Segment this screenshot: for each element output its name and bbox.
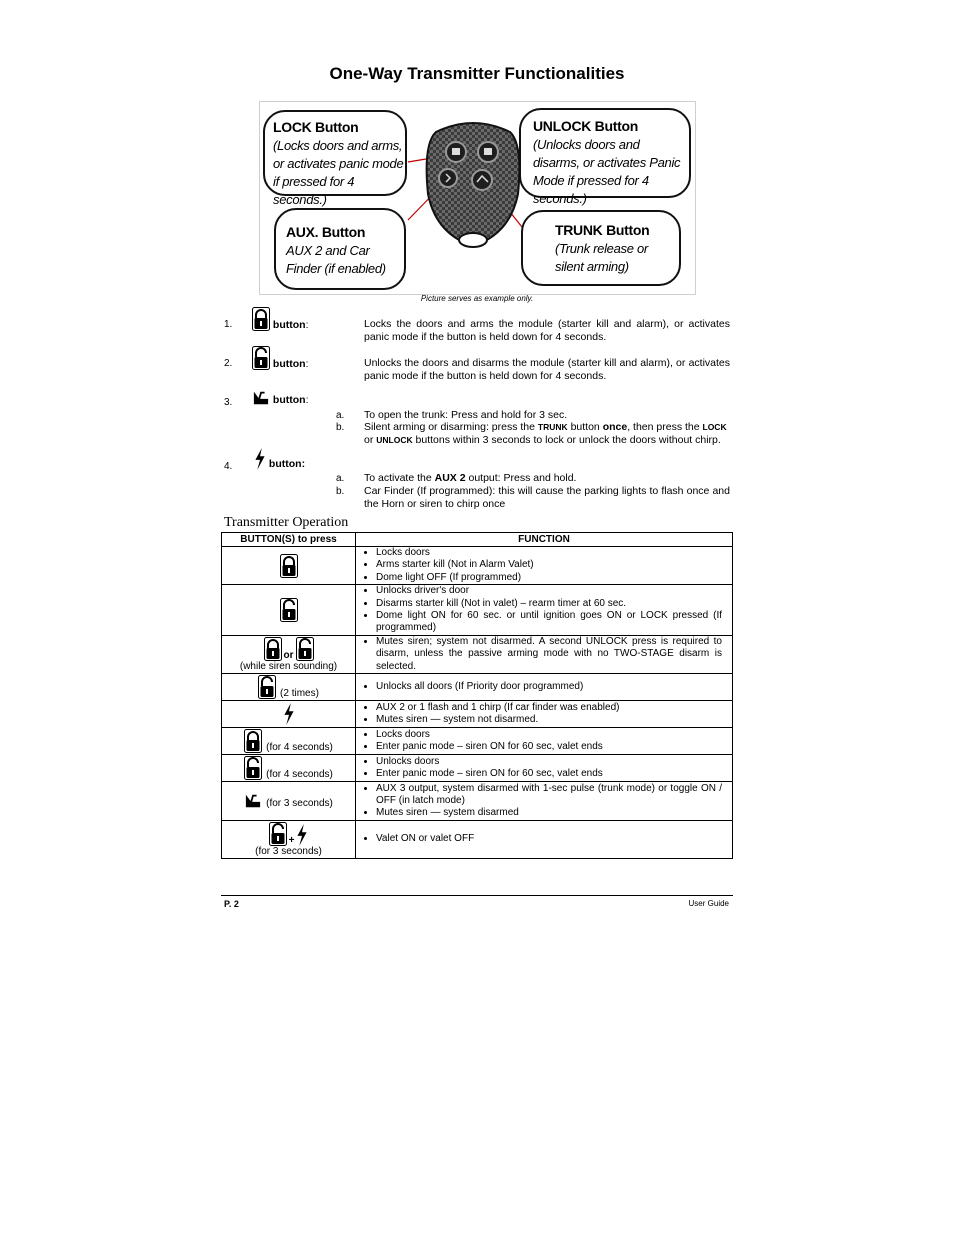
button-note: (for 4 seconds) <box>266 742 333 753</box>
figure-caption: Picture serves as example only. <box>420 294 534 303</box>
remote-figure <box>259 101 696 295</box>
buttons-cell <box>222 547 356 585</box>
sub-letter: b. <box>336 486 345 497</box>
function-item: • Locks doors <box>376 729 732 741</box>
function-list <box>356 636 732 673</box>
trunk-callout <box>521 210 681 286</box>
button-note: (for 3 seconds) <box>266 798 333 809</box>
function-list <box>356 833 732 845</box>
list-desc: Unlocks the doors and disarms the module (starter kill and alarm), or activates panic mode if the button is held down for 4 seconds. <box>364 357 730 382</box>
function-list <box>356 702 732 727</box>
function-item: • Enter panic mode – siren ON for 60 sec, valet ends <box>376 741 732 753</box>
list-label: button <box>272 319 306 331</box>
table-row <box>222 585 733 636</box>
text-run: output: Press and hold. <box>465 472 577 484</box>
buttons-cell <box>222 701 356 728</box>
function-cell <box>356 728 733 755</box>
text-run: LOCK <box>702 422 727 432</box>
sub-letter: a. <box>336 410 345 421</box>
sub-desc: Car Finder (If programmed): this will cause the parking lights to flash once and the Horn or siren to chirp once <box>364 485 730 510</box>
list-label-suffix: : <box>305 394 309 406</box>
buttons-cell <box>222 636 356 674</box>
function-item: • Dome light OFF (If programmed) <box>376 572 732 584</box>
function-list <box>356 756 732 781</box>
aux-callout <box>274 208 406 290</box>
unlock-callout <box>519 108 691 206</box>
buttons-cell <box>222 755 356 782</box>
lock-icon <box>252 307 270 331</box>
text-run: UNLOCK <box>376 435 413 445</box>
buttons-cell <box>222 782 356 821</box>
list-item-unlock <box>252 346 309 370</box>
function-list <box>356 547 732 584</box>
function-cell <box>356 547 733 585</box>
function-cell <box>356 701 733 728</box>
lock-callout-title: LOCK Button <box>273 119 359 135</box>
function-item: • Disarms starter kill (Not in valet) – rearm timer at 60 sec. <box>376 598 732 610</box>
trunk-icon <box>252 390 270 406</box>
unlock-icon <box>296 637 314 661</box>
sub-letter: a. <box>336 473 345 484</box>
unlock-icon <box>258 675 276 699</box>
lock-callout-desc: (Locks doors and arms, or activates panic mode if pressed for 4 seconds.) <box>273 138 404 207</box>
function-item: • Locks doors <box>376 547 732 559</box>
footer-doc-title: User Guide <box>688 899 729 908</box>
table-row <box>222 728 733 755</box>
text-run: TRUNK <box>537 422 568 432</box>
table-row <box>222 782 733 821</box>
unlock-callout-title: UNLOCK Button <box>533 118 638 134</box>
sub-desc: To open the trunk: Press and hold for 3 sec. <box>364 409 568 421</box>
table-row <box>222 755 733 782</box>
table-row <box>222 701 733 728</box>
sub-desc <box>364 421 730 447</box>
page-title: One-Way Transmitter Functionalities <box>329 64 625 83</box>
unlock-icon <box>252 346 270 370</box>
page-number: P. 2 <box>224 899 239 909</box>
text-run: buttons within 3 seconds to lock or unlock the doors without chirp. <box>412 434 721 446</box>
buttons-cell <box>222 728 356 755</box>
list-number: 2. <box>224 358 233 369</box>
text-run: once <box>602 421 628 433</box>
function-cell <box>356 755 733 782</box>
list-item-trunk <box>252 390 309 406</box>
function-item: • Enter panic mode – siren ON for 60 sec, valet ends <box>376 768 732 780</box>
function-item: • Mutes siren — system disarmed <box>376 807 732 819</box>
text-run: To activate the <box>364 472 435 484</box>
table-row <box>222 674 733 701</box>
transmitter-operation-table <box>221 532 733 859</box>
button-note: (while siren sounding) <box>239 661 338 672</box>
function-item: • Arms starter kill (Not in Alarm Valet) <box>376 559 732 571</box>
function-list <box>356 681 732 693</box>
function-item: • AUX 3 output, system disarmed with 1-sec pulse (trunk mode) or toggle ON / OFF (in latch mode) <box>376 783 732 808</box>
sub-desc <box>364 472 730 485</box>
function-item: • Unlocks doors <box>376 756 732 768</box>
list-label-suffix: : <box>305 319 309 331</box>
unlock-icon <box>269 822 287 846</box>
unlock-callout-desc: (Unlocks doors and disarms, or activates Panic Mode if pressed for 4 seconds.) <box>533 137 681 206</box>
text-run: Silent arming or disarming: press the <box>364 421 538 433</box>
remote-transmitter-icon <box>418 114 528 254</box>
aux-callout-desc: AUX 2 and Car Finder (if enabled) <box>286 243 386 276</box>
function-item: • Dome light ON for 60 sec. or until ignition goes ON or LOCK pressed (If programmed) <box>376 610 732 635</box>
function-cell <box>356 821 733 859</box>
text-run: or <box>364 434 377 446</box>
sub-letter: b. <box>336 422 345 433</box>
table-body <box>222 547 733 859</box>
function-list <box>356 783 732 820</box>
icon-join: + <box>288 835 295 846</box>
list-label: button <box>272 358 306 370</box>
table-row <box>222 821 733 859</box>
list-label: button <box>272 394 306 406</box>
trunk-callout-title: TRUNK Button <box>555 222 650 238</box>
buttons-cell <box>222 585 356 636</box>
list-desc: Locks the doors and arms the module (starter kill and alarm), or activates panic mode if the button is held down for 4 seconds. <box>364 318 730 343</box>
button-note: (2 times) <box>280 688 319 699</box>
text-run: button <box>567 421 603 433</box>
list-number: 1. <box>224 319 233 330</box>
function-item: • Valet ON or valet OFF <box>376 833 732 845</box>
function-item: • Mutes siren — system not disarmed. <box>376 714 732 726</box>
function-cell <box>356 585 733 636</box>
list-number: 4. <box>224 461 233 472</box>
aux-bolt-icon <box>296 824 308 846</box>
list-label: button: <box>268 458 306 470</box>
lock-icon <box>244 729 262 753</box>
lock-icon <box>280 554 298 578</box>
text-run: , then press the <box>627 421 703 433</box>
table-header-row <box>222 533 733 547</box>
function-item: • Unlocks driver's door <box>376 585 732 597</box>
header-function: FUNCTION <box>356 533 733 547</box>
function-cell <box>356 674 733 701</box>
table-row <box>222 547 733 585</box>
function-cell <box>356 782 733 821</box>
unlock-icon <box>244 756 262 780</box>
aux-callout-title: AUX. Button <box>286 224 366 240</box>
function-item: • AUX 2 or 1 flash and 1 chirp (If car finder was enabled) <box>376 702 732 714</box>
unlock-icon <box>280 598 298 622</box>
function-item: • Unlocks all doors (If Priority door programmed) <box>376 681 732 693</box>
icon-join: or <box>283 650 294 661</box>
header-buttons: BUTTON(S) to press <box>222 533 356 547</box>
list-item-lock <box>252 307 309 331</box>
trunk-icon <box>244 793 262 809</box>
button-note: (for 3 seconds) <box>255 846 322 857</box>
function-list <box>356 585 732 634</box>
list-number: 3. <box>224 397 233 408</box>
list-label-suffix: : <box>305 358 309 370</box>
aux-bolt-icon <box>254 448 266 470</box>
lock-icon <box>264 637 282 661</box>
section-title: Transmitter Operation <box>224 515 349 530</box>
function-item: • Mutes siren; system not disarmed. A second UNLOCK press is required to disarm, unless the passive arming mode with no TWO-STAGE disarm is selected. <box>376 636 732 673</box>
table-row <box>222 636 733 674</box>
lock-callout <box>263 110 407 207</box>
function-cell <box>356 636 733 674</box>
text-run: AUX 2 <box>434 472 466 484</box>
buttons-cell <box>222 674 356 701</box>
list-item-aux <box>254 448 305 470</box>
footer-divider <box>221 895 733 896</box>
function-list <box>356 729 732 754</box>
button-note: (for 4 seconds) <box>266 769 333 780</box>
trunk-callout-desc: (Trunk release or silent arming) <box>555 241 648 274</box>
buttons-cell <box>222 821 356 859</box>
aux-bolt-icon <box>283 703 295 725</box>
